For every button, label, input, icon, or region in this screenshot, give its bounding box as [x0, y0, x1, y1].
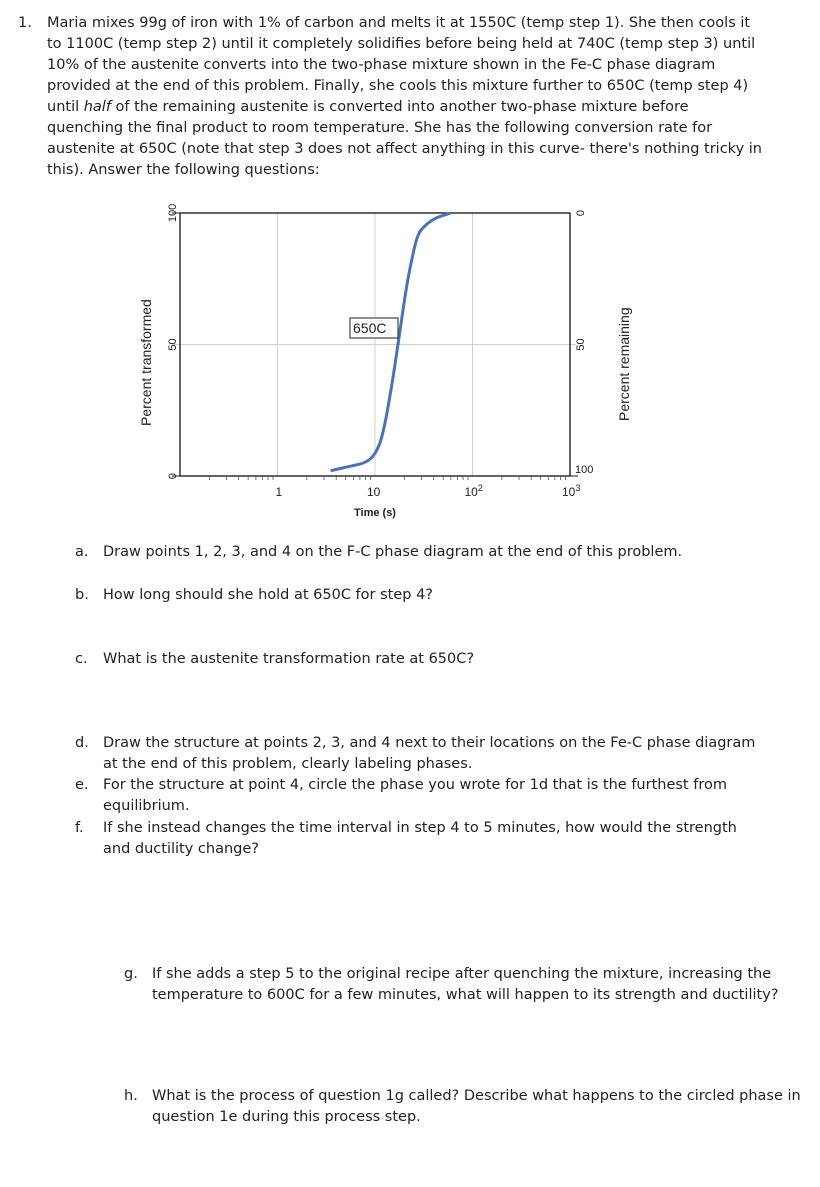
question-b-letter: b.: [75, 587, 89, 603]
question-f-letter: f.: [75, 820, 84, 836]
y-axis-left-label: Percent transformed: [138, 299, 154, 426]
question-g-letter: g.: [124, 966, 138, 982]
y-right-tick-label-0: 0: [575, 209, 587, 217]
question-e-line-1: For the structure at point 4, circle the phase you wrote for 1d that is the furthest from: [103, 777, 727, 793]
problem-line-6: quenching the final product to room temperature. She has the following conversion rate for: [47, 120, 713, 136]
question-g-line-2: temperature to 600C for a few minutes, what will happen to its strength and ductility?: [152, 987, 779, 1003]
line5-emphasis: half: [83, 99, 111, 115]
question-a-letter: a.: [75, 544, 89, 560]
x-tick-label-102: $10^2$: [464, 483, 483, 499]
question-b-line-1: How long should she hold at 650C for step 4?: [103, 587, 434, 603]
ttt-chart: [0, 0, 820, 540]
chart-grid: [172, 213, 576, 476]
question-f-line-2: and ductility change?: [103, 841, 259, 857]
y-left-tick-label-0: 0: [167, 472, 179, 480]
y-right-tick-label-100: 100: [575, 464, 594, 476]
problem-line-2: to 1100C (temp step 2) until it completely solidifies before being held at 740C (temp step 3) until: [47, 36, 756, 52]
question-d-letter: d.: [75, 735, 89, 751]
problem-line-8: this). Answer the following questions:: [47, 162, 320, 178]
question-c-line-1: What is the austenite transformation rate at 650C?: [103, 651, 475, 667]
y-left-tick-label-50: 50: [167, 338, 179, 351]
x-tick-label-103: $10^3$: [562, 483, 581, 499]
question-h-letter: h.: [124, 1088, 138, 1104]
series-650c-line: [331, 213, 451, 471]
line5-post: of the remaining austenite is converted into another two-phase mixture before: [110, 99, 689, 115]
curve-label: 650C: [353, 320, 387, 336]
x-tick-label-10: 10: [367, 485, 381, 499]
problem-line-7: austenite at 650C (note that step 3 does not affect anything in this curve- there's nothing tricky in: [47, 141, 762, 157]
y-right-tick-label-50: 50: [575, 338, 587, 351]
line5-pre: until: [47, 99, 84, 115]
question-a-line-1: Draw points 1, 2, 3, and 4 on the F-C phase diagram at the end of this problem.: [103, 544, 683, 560]
question-f-line-1: If she instead changes the time interval in step 4 to 5 minutes, how would the strength: [103, 820, 737, 836]
y-axis-right-label: Percent remaining: [616, 307, 632, 421]
problem-line-1: Maria mixes 99g of iron with 1% of carbon and melts it at 1550C (temp step 1). She then cools it: [47, 15, 751, 31]
chart-ticks: [167, 204, 593, 499]
x-axis-label: Time (s): [354, 507, 396, 519]
problem-number: 1.: [18, 15, 32, 31]
question-d-line-1: Draw the structure at points 2, 3, and 4 next to their locations on the Fe-C phase diagram: [103, 735, 756, 751]
problem-line-3: 10% of the austenite converts into the two-phase mixture shown in the Fe-C phase diagram: [47, 57, 716, 73]
y-left-tick-label-100: 100: [167, 203, 179, 223]
problem-line-4: provided at the end of this problem. Finally, she cools this mixture further to 650C (temp step 4): [47, 78, 749, 94]
question-e-line-2: equilibrium.: [103, 798, 190, 814]
question-c-letter: c.: [75, 651, 88, 667]
question-e-letter: e.: [75, 777, 89, 793]
question-g-line-1: If she adds a step 5 to the original recipe after quenching the mixture, increasing the: [152, 966, 772, 982]
question-d-line-2: at the end of this problem, clearly labeling phases.: [103, 756, 473, 772]
x-tick-label-1: 1: [275, 485, 283, 499]
question-h-line-2: question 1e during this process step.: [152, 1109, 421, 1125]
question-h-line-1: What is the process of question 1g called? Describe what happens to the circled phase in: [152, 1088, 801, 1104]
